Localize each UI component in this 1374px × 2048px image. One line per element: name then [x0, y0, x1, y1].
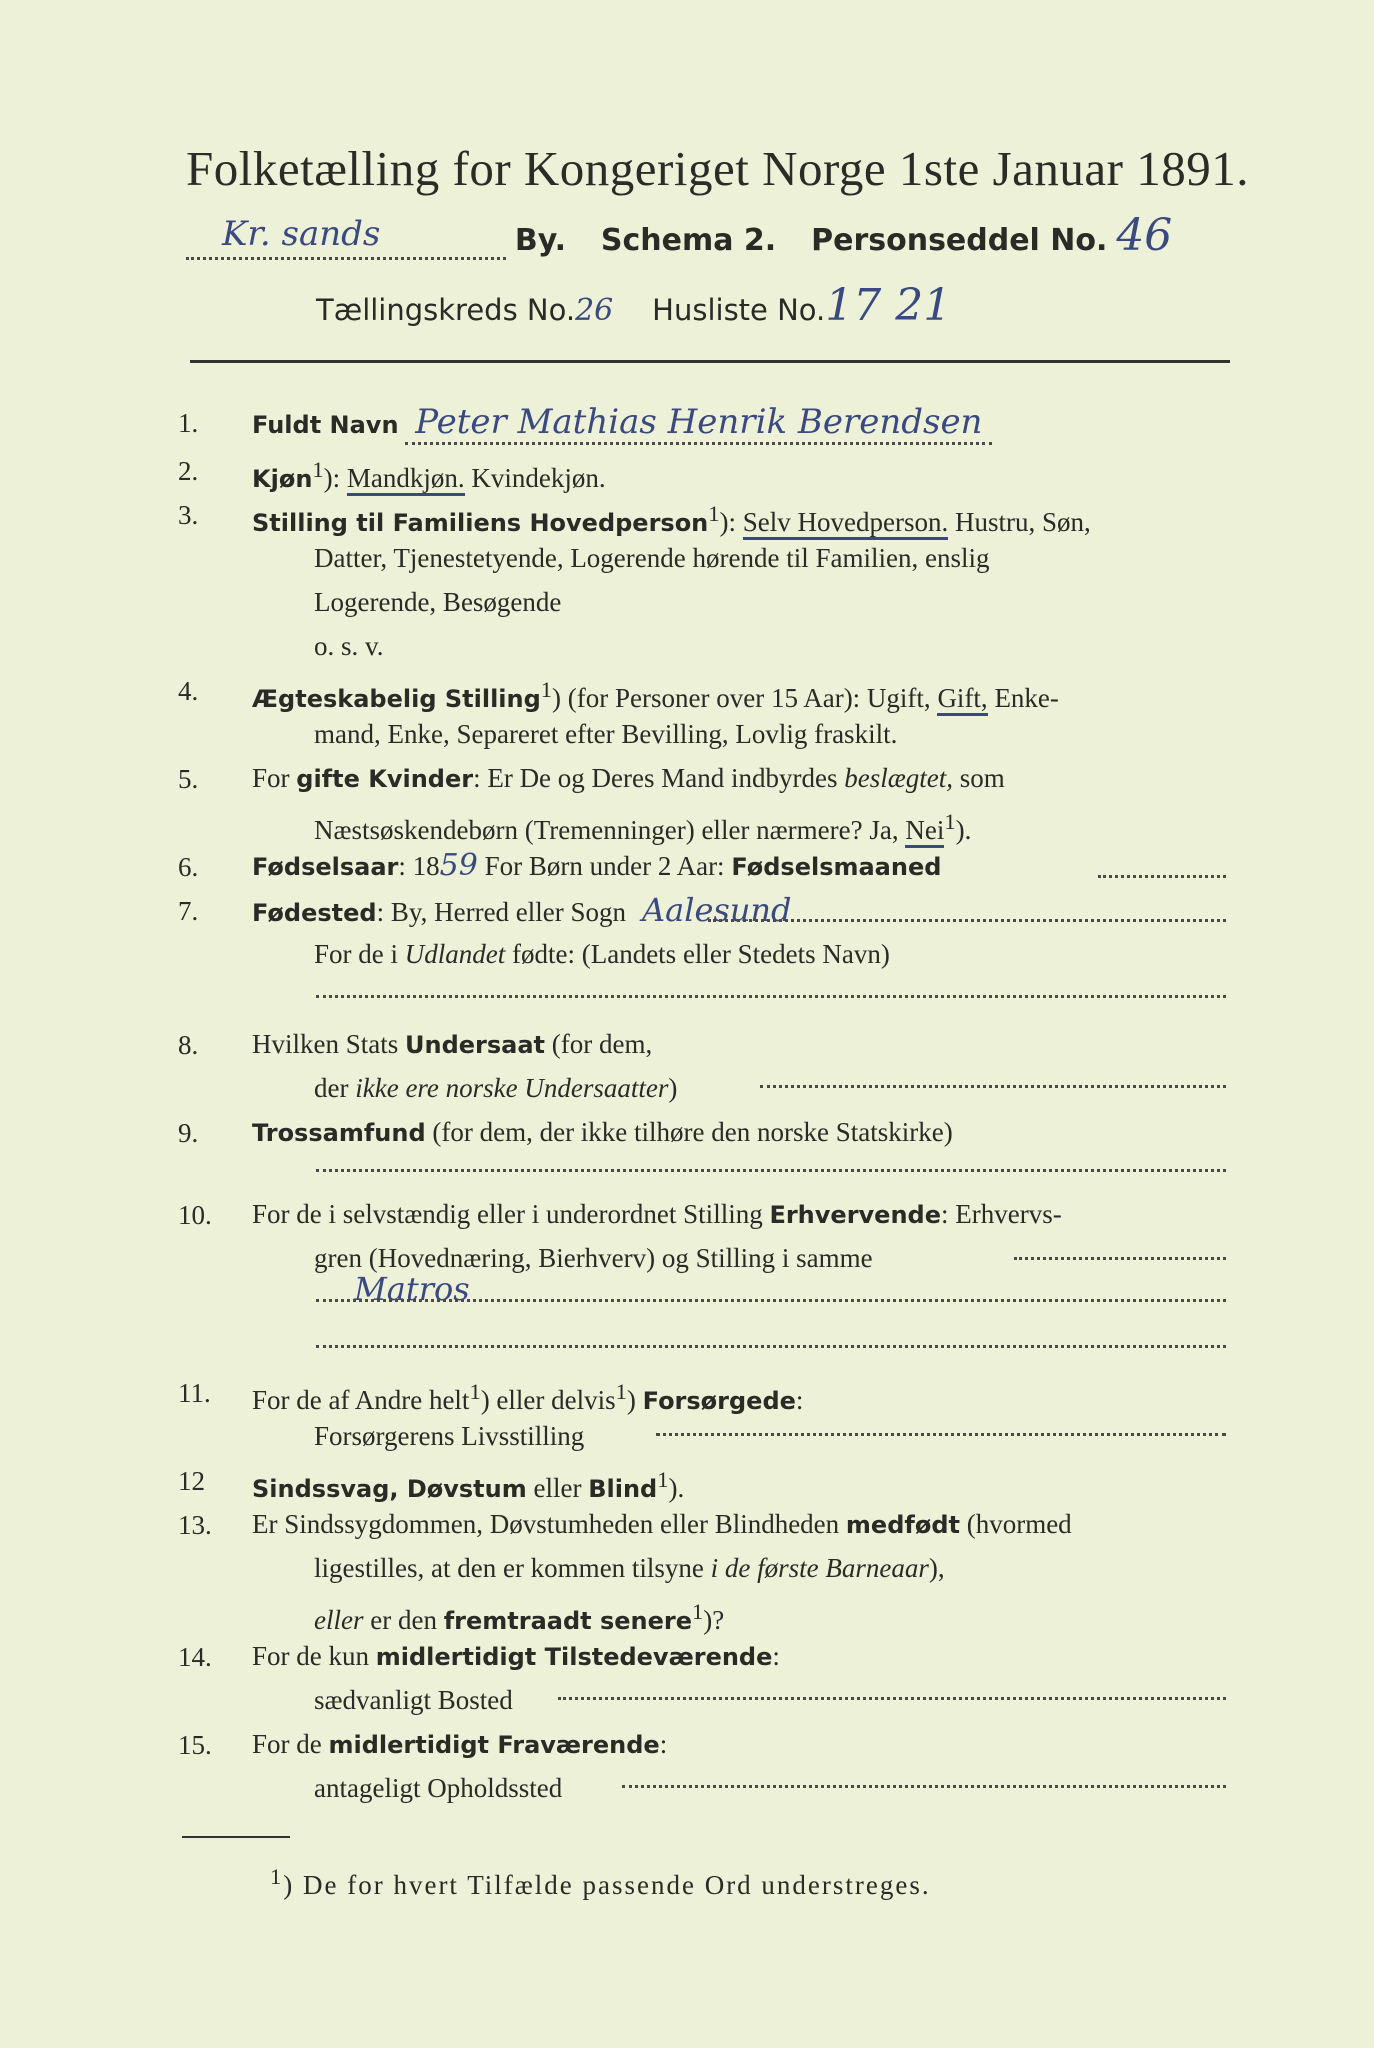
married-women-text-b: som — [953, 763, 1005, 793]
birth-year-label: Fødselsaar — [252, 853, 399, 881]
temp-absent-label: midlertidigt Fraværende — [328, 1731, 660, 1759]
married-women-pre: For — [252, 763, 297, 793]
by-label: By. — [514, 223, 566, 258]
item-5-number: 5. — [178, 764, 199, 794]
occupation-dots-3 — [316, 1344, 1226, 1348]
item-3-line3: Logerende, Besøgende — [314, 587, 562, 617]
item-10-line2: gren (Hovednæring, Bierhverv) og Stilling i samme — [314, 1243, 873, 1273]
item-12-number: 12 — [178, 1466, 205, 1496]
husliste-handwritten: 17 21 — [825, 280, 952, 331]
kreds-label: Tællingskreds No. — [316, 293, 576, 327]
item-15-line2: antageligt Opholdssted — [314, 1773, 563, 1803]
item-1 — [252, 400, 1227, 447]
footnote-sup: 1 — [270, 1864, 284, 1889]
item-13 — [252, 1502, 1227, 1547]
marital-label: Ægteskabelig Stilling — [252, 685, 541, 713]
personseddel-label: Personseddel No. — [811, 223, 1108, 258]
birth-year-handwritten: 59 — [439, 848, 478, 883]
item-3-number: 3. — [178, 500, 199, 530]
supported-label: Forsørgede — [642, 1387, 796, 1415]
item-4: Ægteskabelig Stilling$^1$) (for Personer over 15 Aar): Ugift, Gift, Enke- — [252, 668, 1227, 721]
birth-month-dots — [1098, 874, 1226, 878]
marital-text-b: Enke- — [987, 683, 1059, 713]
item-7 — [252, 888, 1227, 935]
marital-text-a: ) (for Personer over 15 Aar): Ugift, — [552, 683, 938, 713]
item-5 — [252, 756, 1227, 801]
nationality-text-a: Hvilken Stats — [252, 1029, 405, 1059]
personseddel-handwritten: 46 — [1116, 210, 1173, 261]
nationality-italic: ikke ere norske Undersaatter — [355, 1073, 669, 1103]
temp-present-text-a: For de kun — [252, 1641, 376, 1671]
husliste-label: Husliste No. — [652, 293, 826, 327]
birthplace-label: Fødested — [252, 899, 377, 927]
header-rule — [190, 360, 1230, 363]
birthplace-text: : By, Herred eller Sogn — [376, 897, 627, 927]
supporter-dots — [656, 1432, 1226, 1436]
item-8 — [252, 1022, 1227, 1067]
full-name-label: Fuldt Navn — [252, 411, 399, 439]
nationality-dots — [760, 1084, 1226, 1088]
item-7-number: 7. — [178, 896, 199, 926]
footnote — [270, 1864, 931, 1901]
birth-year-prefix: : 18 — [398, 851, 440, 881]
nationality-label: Undersaat — [405, 1031, 546, 1059]
congenital-line3b: )? — [703, 1605, 725, 1635]
item-11-number: 11. — [178, 1378, 211, 1408]
related-end: ). — [955, 815, 972, 845]
footnote-text: ) De for hvert Tilfælde passende Ord understreges. — [283, 1870, 931, 1900]
abroad-italic: Udlandet — [404, 939, 506, 969]
religion-label: Trossamfund — [252, 1119, 426, 1147]
item-9-number: 9. — [178, 1118, 199, 1148]
item-11-line2: Forsørgerens Livsstilling — [314, 1421, 585, 1451]
congenital-text-b: (hvormed — [959, 1509, 1072, 1539]
item-3: Stilling til Familiens Hovedperson$^1$): Selv Hovedperson. Hustru, Søn, — [252, 492, 1227, 545]
item-15-number: 15. — [178, 1730, 212, 1760]
married-women-label: gifte Kvinder — [296, 765, 474, 793]
religion-text: (for dem, der ikke tilhøre den norske Statskirke) — [425, 1117, 953, 1147]
married-women-text-a: : Er De og Deres Mand indbyrdes — [473, 763, 845, 793]
congenital-line2a: ligestilles, at den er kommen tilsyne — [314, 1553, 711, 1583]
item-13-line2 — [314, 1546, 945, 1590]
occupation-dots-1 — [1014, 1256, 1226, 1260]
occupation-text-a: For de i selvstændig eller i underordnet Stilling — [252, 1199, 770, 1229]
occupation-dots-2 — [316, 1298, 1226, 1302]
city-handwritten: Kr. sands — [222, 214, 381, 254]
supported-text-a: For de af Andre helt — [252, 1385, 470, 1415]
family-position-label: Stilling til Familiens Hovedperson — [252, 509, 709, 537]
nationality-text-b: (for dem, — [545, 1029, 653, 1059]
supported-text-b: ) eller delvis — [480, 1385, 616, 1415]
temp-absent-text-a: For de — [252, 1729, 329, 1759]
disability-label: Sindssvag, Døvstum — [252, 1475, 527, 1503]
item-9 — [252, 1110, 1227, 1155]
supported-text-d: : — [795, 1385, 804, 1415]
abroad-text-b: fødte: (Landets eller Stedets Navn) — [505, 939, 890, 969]
item-5-line2: Næstsøskendebørn (Tremenninger) eller nærmere? Ja, Nei$^1$). — [314, 800, 971, 852]
marital-selected: Gift, — [937, 683, 987, 716]
congenital-text-a: Er Sindssygdommen, Døvstumheden eller Blindheden — [252, 1509, 846, 1539]
occupation-handwritten: Matros — [354, 1270, 470, 1308]
related-selected: Nei — [905, 815, 944, 848]
residence-dots — [558, 1696, 1226, 1700]
birth-month-label: Fødselsmaaned — [731, 853, 942, 881]
birth-month-text: For Børn under 2 Aar: — [477, 851, 732, 881]
item-14-line2: sædvanligt Bosted — [314, 1685, 513, 1715]
sex-text: ): — [323, 463, 347, 493]
item-8-number: 8. — [178, 1030, 199, 1060]
item-7-line2 — [314, 932, 890, 976]
item-8-line2 — [314, 1066, 677, 1110]
occupation-text-b: : Erhvervs- — [941, 1199, 1062, 1229]
full-name-handwritten: Peter Mathias Henrik Berendsen — [405, 402, 992, 445]
item-14-number: 14. — [178, 1642, 212, 1672]
occupation-label: Erhvervende — [769, 1201, 941, 1229]
city-line — [186, 210, 1172, 261]
supported-text-c: ) — [626, 1385, 643, 1415]
schema-label: Schema 2. — [600, 223, 777, 258]
item-14 — [252, 1634, 1227, 1679]
form-title: Folketælling for Kongeriget Norge 1ste Januar 1891. — [186, 141, 1249, 196]
kreds-line — [316, 280, 951, 331]
nationality-line2b: ) — [668, 1073, 678, 1103]
congenital-line3-italic: eller — [314, 1605, 364, 1635]
item-10 — [252, 1192, 1227, 1237]
sex-female: Kvindekjøn. — [464, 463, 606, 493]
item-6 — [252, 844, 1227, 889]
birthplace-handwritten: Aalesund — [642, 891, 792, 929]
later-label: fremtraadt senere — [443, 1607, 693, 1635]
sex-male-underlined: Mandkjøn. — [347, 463, 465, 496]
temp-present-label: midlertidigt Tilstedeværende — [375, 1643, 773, 1671]
item-6-number: 6. — [178, 852, 199, 882]
abroad-dots — [316, 994, 1226, 998]
item-13-line3: eller er den fremtraadt senere$^1$)? — [314, 1599, 725, 1635]
item-4-number: 4. — [178, 676, 199, 706]
family-position-selected: Selv Hovedperson. — [743, 507, 948, 540]
temp-present-text-b: : — [772, 1641, 780, 1671]
congenital-line2b: ), — [928, 1553, 945, 1583]
married-women-italic: beslægtet, — [844, 763, 953, 793]
item-3-line4: o. s. v. — [314, 631, 384, 661]
item-4-line2: mand, Enke, Separeret efter Bevilling, Lovlig fraskilt. — [314, 719, 898, 749]
blind-label: Blind — [588, 1475, 658, 1503]
item-15 — [252, 1722, 1227, 1767]
disability-text-b: ). — [668, 1473, 685, 1503]
temp-absent-text-b: : — [659, 1729, 668, 1759]
footnote-rule — [182, 1836, 290, 1838]
congenital-italic: i de første Barneaar — [710, 1553, 929, 1583]
family-position-text-a: ): — [719, 507, 743, 537]
item-12: Sindssvag, Døvstum eller Blind$^1$). — [252, 1467, 685, 1503]
congenital-line3a: er den — [363, 1605, 444, 1635]
stay-dots — [622, 1784, 1226, 1788]
item-3-line2: Datter, Tjenestetyende, Logerende hørende til Familien, enslig — [314, 543, 990, 573]
abroad-text-a: For de i — [314, 939, 405, 969]
item-2-number: 2. — [178, 456, 199, 486]
item-11: For de af Andre helt$^1$) eller delvis$^1$) Forsørgede: — [252, 1379, 804, 1415]
kreds-handwritten: 26 — [575, 293, 614, 328]
religion-dots — [316, 1168, 1226, 1172]
birthplace-dots — [708, 918, 1226, 922]
disability-text-a: eller — [526, 1473, 589, 1503]
item-13-number: 13. — [178, 1510, 212, 1540]
sex-label: Kjøn — [252, 465, 313, 493]
item-1-number: 1. — [178, 408, 199, 438]
item-10-number: 10. — [178, 1200, 212, 1230]
related-question: Næstsøskendebørn (Tremenninger) eller nærmere? Ja, — [314, 815, 906, 845]
sex-sup: 1 — [312, 457, 324, 482]
nationality-line2a: der — [314, 1073, 356, 1103]
family-position-text-b: Hustru, Søn, — [948, 507, 1091, 537]
congenital-label: medfødt — [845, 1511, 960, 1539]
